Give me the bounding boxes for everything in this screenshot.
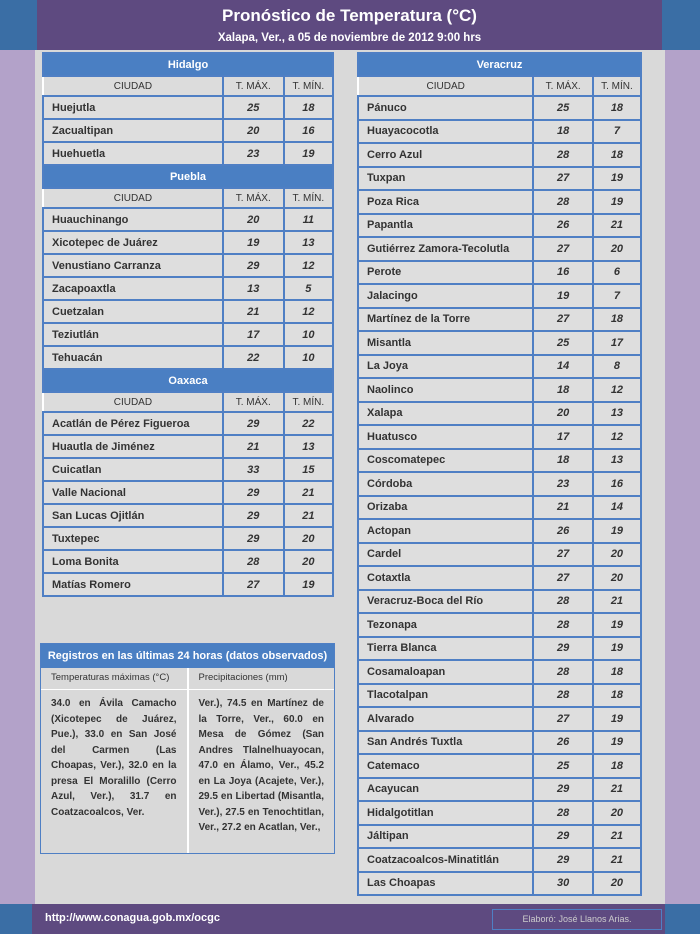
state-header: Hidalgo: [43, 53, 333, 76]
table-row: [43, 119, 333, 142]
city-name: Zacapoaxtla: [43, 277, 223, 300]
max-temp: 27: [533, 167, 592, 191]
min-temp: 19: [284, 573, 333, 596]
city-name: Misantla: [358, 331, 533, 355]
city-name: Huayacocotla: [358, 120, 533, 144]
precipitation-text: Ver.), 74.5 en Martínez de la Torre, Ver., 60.0 en Mesa de Gómez (San Andres Tlalnelhuayocan, 47.0 en Álamo, Ver., 45.2 en La Joya (Acajete, Ver.), 29.5 en Libertad (Misantla, Ver.), 27.5 en Tenochtitlan, Ver., 27.2 en Acatlan, Ver.,: [198, 698, 324, 833]
city-name: Huautla de Jiménez: [43, 435, 223, 458]
max-temp: 30: [533, 872, 592, 896]
table-row: [43, 254, 333, 277]
table-row: [358, 472, 641, 496]
max-temp: 27: [533, 308, 592, 332]
max-temp: 17: [533, 425, 592, 449]
observations-title: Registros en las últimas 24 horas (datos observados): [41, 644, 334, 668]
city-name: Cotaxtla: [358, 566, 533, 590]
min-temp: 19: [284, 142, 333, 165]
right-border: [665, 50, 700, 904]
table-row: [358, 308, 641, 332]
col-max: T. MÁX.: [223, 392, 284, 412]
city-name: Matías Romero: [43, 573, 223, 596]
min-temp: 18: [593, 308, 641, 332]
max-temp: 29: [223, 412, 284, 435]
temperature-label: Temperaturas máximas (°C): [41, 668, 187, 690]
table-row: [43, 550, 333, 573]
table-row: [358, 378, 641, 402]
max-temp: 23: [223, 142, 284, 165]
table-row: [358, 613, 641, 637]
table-row: [358, 402, 641, 426]
table-row: [358, 801, 641, 825]
page-subtitle: Xalapa, Ver., a 05 de noviembre de 2012 9:00 hrs: [217, 32, 482, 44]
table-row: [358, 237, 641, 261]
max-temp: 26: [533, 214, 592, 238]
table-row: [43, 142, 333, 165]
max-temp: 16: [533, 261, 592, 285]
min-temp: 19: [593, 707, 641, 731]
table-row: [43, 458, 333, 481]
table-row: [43, 323, 333, 346]
min-temp: 20: [593, 543, 641, 567]
max-temp: 17: [223, 323, 284, 346]
author-credit: Elaboró: José Llanos Arias.: [492, 909, 662, 930]
min-temp: 13: [593, 449, 641, 473]
table-row: [43, 435, 333, 458]
col-min: T. MÍN.: [284, 392, 333, 412]
city-name: Cuetzalan: [43, 300, 223, 323]
table-row: [358, 120, 641, 144]
table-row: [358, 425, 641, 449]
city-name: Las Choapas: [358, 872, 533, 896]
temperature-text: 34.0 en Ávila Camacho (Xicotepec de Juárez, Pue.), 33.0 en San José del Carmen (Las Choapas, Ver.), 32.0 en la presa El Moralillo (Cerro Azul, Ver.), 31.7 en Coatzacoalcos, Ver.: [51, 698, 177, 818]
col-min: T. MÍN.: [284, 76, 333, 96]
city-name: Cardel: [358, 543, 533, 567]
min-temp: 20: [593, 566, 641, 590]
table-row: [358, 590, 641, 614]
city-name: Jalacingo: [358, 284, 533, 308]
max-temp: 26: [533, 731, 592, 755]
state-header: Veracruz: [358, 53, 641, 76]
min-temp: 16: [593, 472, 641, 496]
max-temp: 20: [223, 119, 284, 142]
temperature-column: [41, 668, 189, 853]
max-temp: 29: [223, 527, 284, 550]
table-row: [43, 231, 333, 254]
min-temp: 20: [284, 527, 333, 550]
min-temp: 20: [284, 550, 333, 573]
city-name: Pánuco: [358, 96, 533, 120]
min-temp: 13: [593, 402, 641, 426]
city-name: Cerro Azul: [358, 143, 533, 167]
city-name: Córdoba: [358, 472, 533, 496]
min-temp: 7: [593, 284, 641, 308]
table-row: [358, 660, 641, 684]
min-temp: 19: [593, 613, 641, 637]
table-row: [358, 519, 641, 543]
max-temp: 21: [223, 435, 284, 458]
table-row: [43, 96, 333, 119]
max-temp: 29: [533, 848, 592, 872]
table-row: [358, 825, 641, 849]
max-temp: 18: [533, 120, 592, 144]
max-temp: 21: [223, 300, 284, 323]
max-temp: 25: [533, 96, 592, 120]
max-temp: 20: [533, 402, 592, 426]
table-row: [43, 481, 333, 504]
max-temp: 28: [533, 143, 592, 167]
city-name: Huatusco: [358, 425, 533, 449]
table-row: [358, 190, 641, 214]
max-temp: 18: [533, 449, 592, 473]
min-temp: 11: [284, 208, 333, 231]
table-row: [358, 778, 641, 802]
city-name: Naolinco: [358, 378, 533, 402]
column-header-row: [43, 76, 333, 96]
city-name: Huejutla: [43, 96, 223, 119]
city-name: Cuicatlan: [43, 458, 223, 481]
precipitation-column: [189, 668, 335, 853]
min-temp: 21: [593, 590, 641, 614]
max-temp: 29: [223, 504, 284, 527]
table-row: [358, 96, 641, 120]
city-name: Huauchinango: [43, 208, 223, 231]
min-temp: 18: [284, 96, 333, 119]
left-border: [0, 50, 35, 904]
table-row: [358, 684, 641, 708]
table-row: [358, 848, 641, 872]
city-name: Coatzacoalcos-Minatitlán: [358, 848, 533, 872]
city-name: Acayucan: [358, 778, 533, 802]
precipitation-label: Precipitaciones (mm): [189, 668, 335, 690]
min-temp: 22: [284, 412, 333, 435]
max-temp: 13: [223, 277, 284, 300]
column-header-row: [43, 188, 333, 208]
table-row: [358, 707, 641, 731]
city-name: Teziutlán: [43, 323, 223, 346]
table-row: [43, 527, 333, 550]
table-row: [43, 346, 333, 369]
table-row: [358, 214, 641, 238]
left-forecast-table: [42, 52, 334, 597]
min-temp: 18: [593, 684, 641, 708]
max-temp: 23: [533, 472, 592, 496]
city-name: Tlacotalpan: [358, 684, 533, 708]
city-name: Cosamaloapan: [358, 660, 533, 684]
min-temp: 21: [593, 214, 641, 238]
veracruz-forecast-table: [357, 52, 642, 896]
max-temp: 21: [533, 496, 592, 520]
max-temp: 27: [533, 707, 592, 731]
max-temp: 25: [533, 754, 592, 778]
max-temp: 28: [533, 613, 592, 637]
table-row: [358, 143, 641, 167]
state-header: Oaxaca: [43, 369, 333, 392]
city-name: Valle Nacional: [43, 481, 223, 504]
city-name: Loma Bonita: [43, 550, 223, 573]
city-name: Actopan: [358, 519, 533, 543]
website-link[interactable]: http://www.conagua.gob.mx/ocgc: [45, 912, 220, 924]
table-row: [43, 208, 333, 231]
city-name: Venustiano Carranza: [43, 254, 223, 277]
min-temp: 18: [593, 754, 641, 778]
city-name: Xicotepec de Juárez: [43, 231, 223, 254]
table-row: [358, 331, 641, 355]
col-max: T. MÁX.: [223, 76, 284, 96]
min-temp: 18: [593, 96, 641, 120]
min-temp: 10: [284, 346, 333, 369]
min-temp: 21: [593, 778, 641, 802]
city-name: Xalapa: [358, 402, 533, 426]
col-max: T. MÁX.: [223, 188, 284, 208]
min-temp: 12: [284, 254, 333, 277]
city-name: Veracruz-Boca del Río: [358, 590, 533, 614]
col-max: T. MÁX.: [533, 76, 592, 96]
col-city: CIUDAD: [43, 188, 223, 208]
column-header-row: [43, 392, 333, 412]
min-temp: 14: [593, 496, 641, 520]
city-name: Poza Rica: [358, 190, 533, 214]
city-name: Martínez de la Torre: [358, 308, 533, 332]
min-temp: 12: [593, 378, 641, 402]
city-name: Acatlán de Pérez Figueroa: [43, 412, 223, 435]
table-row: [43, 277, 333, 300]
table-row: [358, 731, 641, 755]
max-temp: 26: [533, 519, 592, 543]
max-temp: 28: [533, 684, 592, 708]
max-temp: 27: [223, 573, 284, 596]
min-temp: 12: [284, 300, 333, 323]
table-row: [358, 754, 641, 778]
max-temp: 14: [533, 355, 592, 379]
table-row: [358, 496, 641, 520]
min-temp: 19: [593, 167, 641, 191]
max-temp: 27: [533, 543, 592, 567]
column-header-row: [358, 76, 641, 96]
min-temp: 18: [593, 143, 641, 167]
header: [37, 0, 662, 50]
min-temp: 21: [593, 848, 641, 872]
table-row: [358, 543, 641, 567]
min-temp: 21: [284, 481, 333, 504]
max-temp: 28: [533, 660, 592, 684]
max-temp: 33: [223, 458, 284, 481]
observations-box: [40, 643, 335, 854]
city-name: Perote: [358, 261, 533, 285]
city-name: Jáltipan: [358, 825, 533, 849]
max-temp: 22: [223, 346, 284, 369]
max-temp: 19: [223, 231, 284, 254]
min-temp: 19: [593, 637, 641, 661]
city-name: Tuxpan: [358, 167, 533, 191]
table-row: [358, 449, 641, 473]
max-temp: 29: [533, 825, 592, 849]
max-temp: 27: [533, 237, 592, 261]
table-row: [358, 872, 641, 896]
table-row: [358, 637, 641, 661]
city-name: La Joya: [358, 355, 533, 379]
city-name: Tehuacán: [43, 346, 223, 369]
table-row: [358, 261, 641, 285]
table-row: [43, 573, 333, 596]
min-temp: 15: [284, 458, 333, 481]
city-name: Alvarado: [358, 707, 533, 731]
min-temp: 5: [284, 277, 333, 300]
max-temp: 28: [223, 550, 284, 573]
max-temp: 25: [533, 331, 592, 355]
min-temp: 6: [593, 261, 641, 285]
col-city: CIUDAD: [43, 76, 223, 96]
min-temp: 18: [593, 660, 641, 684]
min-temp: 13: [284, 231, 333, 254]
table-row: [43, 412, 333, 435]
min-temp: 20: [593, 237, 641, 261]
table-row: [43, 300, 333, 323]
min-temp: 13: [284, 435, 333, 458]
city-name: Tezonapa: [358, 613, 533, 637]
min-temp: 7: [593, 120, 641, 144]
min-temp: 10: [284, 323, 333, 346]
min-temp: 12: [593, 425, 641, 449]
min-temp: 16: [284, 119, 333, 142]
city-name: Hidalgotitlan: [358, 801, 533, 825]
max-temp: 29: [223, 481, 284, 504]
max-temp: 28: [533, 590, 592, 614]
col-min: T. MÍN.: [593, 76, 641, 96]
city-name: Orizaba: [358, 496, 533, 520]
max-temp: 29: [223, 254, 284, 277]
max-temp: 29: [533, 778, 592, 802]
city-name: Gutiérrez Zamora-Tecolutla: [358, 237, 533, 261]
city-name: San Andrés Tuxtla: [358, 731, 533, 755]
city-name: Coscomatepec: [358, 449, 533, 473]
min-temp: 8: [593, 355, 641, 379]
min-temp: 21: [593, 825, 641, 849]
city-name: Tuxtepec: [43, 527, 223, 550]
max-temp: 25: [223, 96, 284, 119]
min-temp: 19: [593, 731, 641, 755]
table-row: [358, 355, 641, 379]
max-temp: 28: [533, 801, 592, 825]
city-name: Catemaco: [358, 754, 533, 778]
table-row: [358, 284, 641, 308]
min-temp: 21: [284, 504, 333, 527]
max-temp: 27: [533, 566, 592, 590]
table-row: [43, 504, 333, 527]
table-row: [358, 566, 641, 590]
col-min: T. MÍN.: [284, 188, 333, 208]
table-row: [358, 167, 641, 191]
city-name: Tierra Blanca: [358, 637, 533, 661]
city-name: San Lucas Ojitlán: [43, 504, 223, 527]
max-temp: 18: [533, 378, 592, 402]
city-name: Huehuetla: [43, 142, 223, 165]
min-temp: 19: [593, 190, 641, 214]
min-temp: 20: [593, 872, 641, 896]
city-name: Zacualtipan: [43, 119, 223, 142]
min-temp: 19: [593, 519, 641, 543]
state-header: Puebla: [43, 165, 333, 188]
max-temp: 28: [533, 190, 592, 214]
footer: [32, 904, 665, 934]
min-temp: 20: [593, 801, 641, 825]
max-temp: 19: [533, 284, 592, 308]
col-city: CIUDAD: [43, 392, 223, 412]
max-temp: 20: [223, 208, 284, 231]
page-title: Pronóstico de Temperatura (°C): [222, 6, 477, 25]
col-city: CIUDAD: [358, 76, 533, 96]
max-temp: 29: [533, 637, 592, 661]
min-temp: 17: [593, 331, 641, 355]
city-name: Papantla: [358, 214, 533, 238]
